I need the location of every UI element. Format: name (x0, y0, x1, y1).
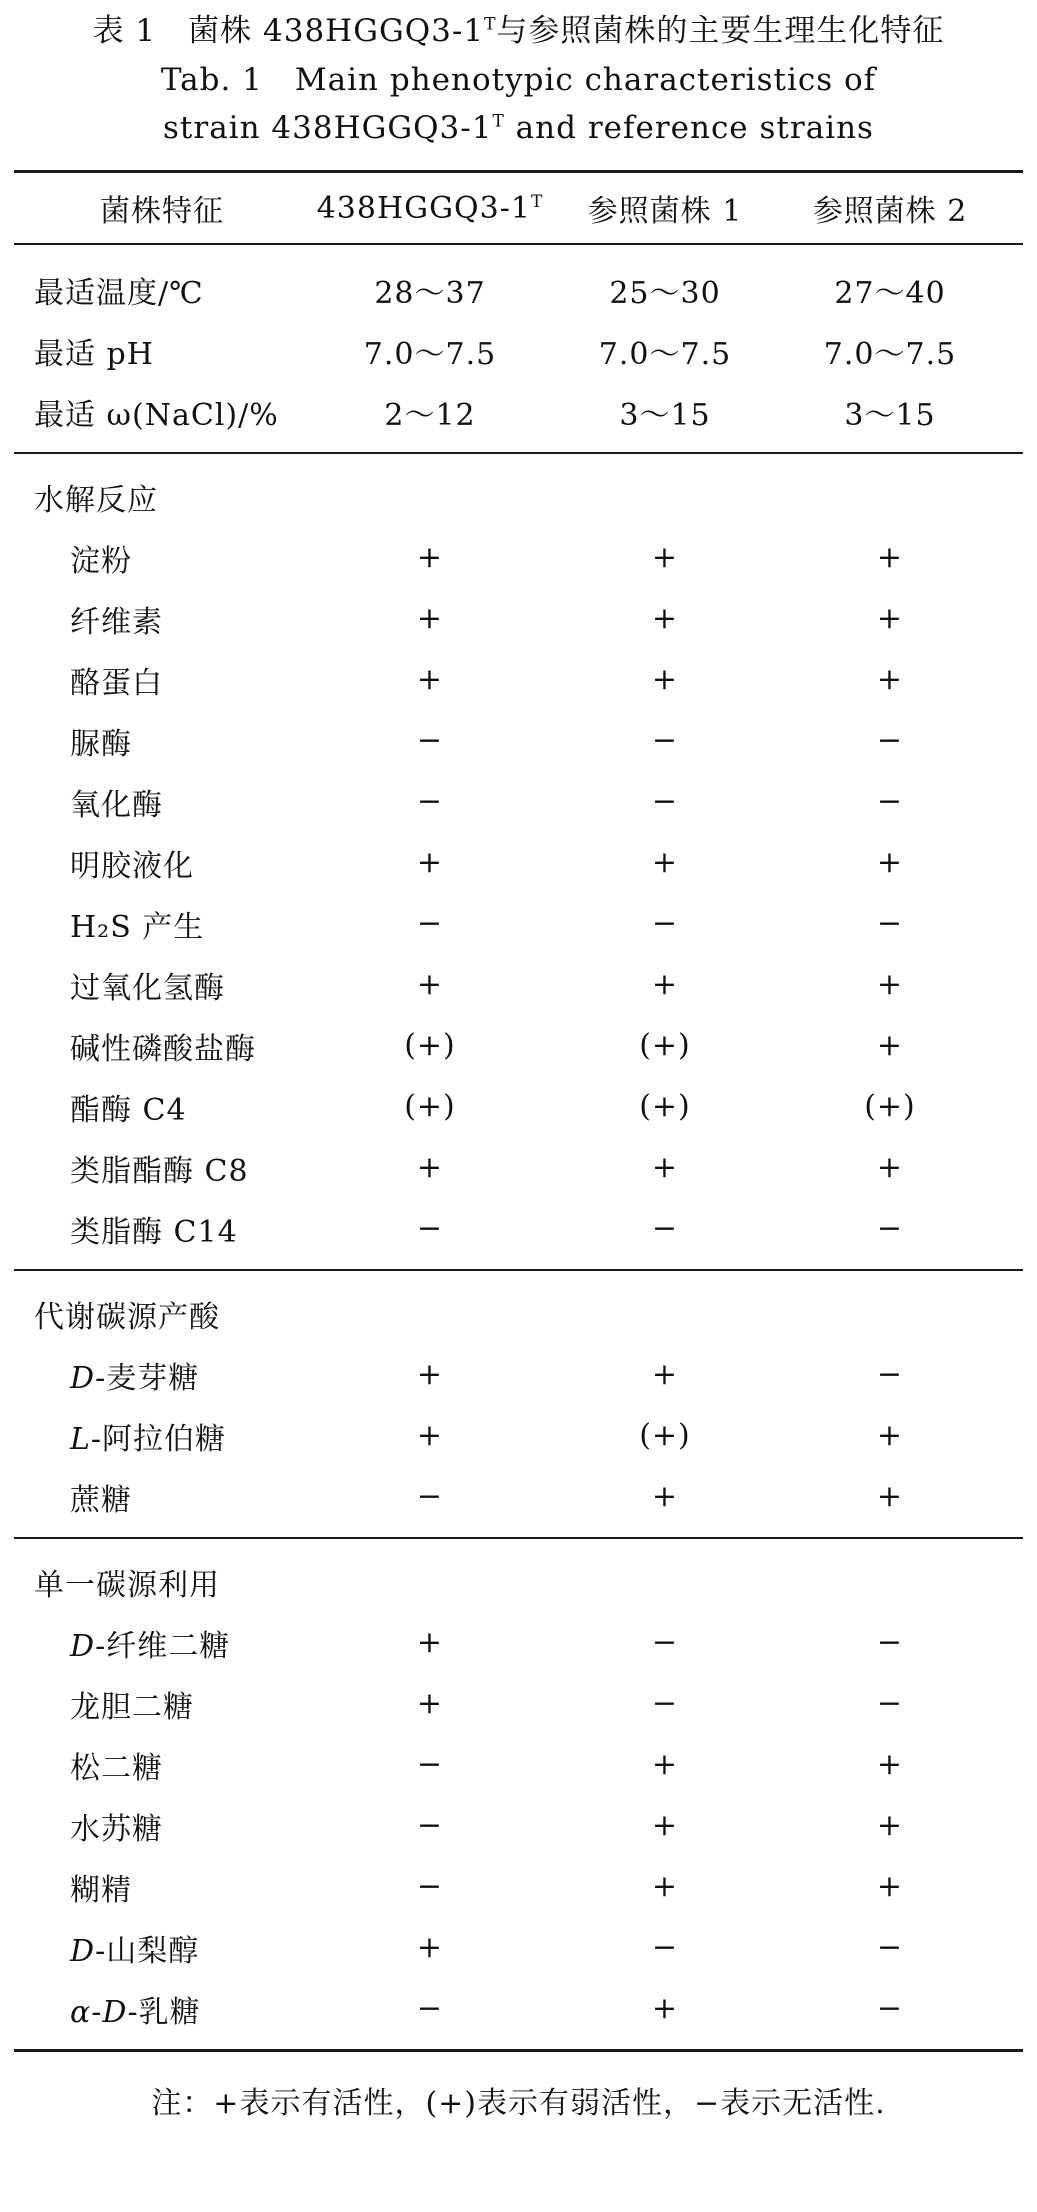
cell-strain: − (416, 1747, 444, 1782)
row-label: 明胶液化 (70, 848, 194, 884)
cell-strain: 7.0～7.5 (363, 336, 497, 372)
section-carbon-source (0, 1539, 1037, 2049)
row-label-text: 松二糖 (70, 1750, 163, 1786)
cell-strain: − (416, 784, 444, 819)
caption-en-line2-prefix: strain 438HGGQ3-1 (163, 110, 493, 146)
table-row (0, 527, 1037, 588)
row-label (0, 1926, 310, 1970)
cell-ref1: + (651, 662, 679, 697)
section-title-row (0, 1551, 1037, 1612)
row-label: 脲酶 (70, 726, 132, 762)
cell-strain: + (416, 1930, 444, 1965)
cell-ref2: − (876, 1930, 904, 1965)
cell-ref1: 25～30 (609, 275, 721, 311)
row-label-italic: D (70, 1628, 96, 1664)
cell-ref2: 3～15 (844, 397, 936, 433)
table-row (0, 832, 1037, 893)
caption-en-line2-suffix: and reference strains (504, 110, 874, 146)
cell-strain: − (416, 906, 444, 941)
cell-ref2: + (876, 540, 904, 575)
table-row (0, 649, 1037, 710)
row-label: 类脂酯酶 C8 (70, 1153, 249, 1189)
cell-ref1: + (651, 967, 679, 1002)
cell-strain: − (416, 1211, 444, 1246)
cell-strain: + (416, 1150, 444, 1185)
section-title-row (0, 1283, 1037, 1344)
cell-strain: − (416, 1869, 444, 1904)
row-label-italic: L (70, 1421, 91, 1457)
cell-ref2: − (876, 784, 904, 819)
row-label (0, 1804, 310, 1848)
table-row (0, 1015, 1037, 1076)
cell-ref1: (+) (639, 1089, 691, 1124)
cell-strain: + (416, 1686, 444, 1721)
row-label (0, 1353, 310, 1397)
cell-ref1: + (651, 1991, 679, 2026)
cell-ref2: − (876, 1211, 904, 1246)
cell-ref1: 7.0～7.5 (598, 336, 732, 372)
header-col-strain-sup: T (530, 191, 544, 212)
table-row (0, 954, 1037, 1015)
cell-ref2: − (876, 1625, 904, 1660)
cell-ref1: (+) (639, 1418, 691, 1453)
cell-ref2: 27～40 (834, 275, 946, 311)
cell-strain: + (416, 1357, 444, 1392)
row-label (0, 1987, 310, 2031)
caption-cn-sup: T (484, 14, 497, 35)
table-row (0, 320, 1037, 381)
header-col-ref2: 参照菌株 2 (812, 194, 968, 229)
row-label: 淀粉 (70, 543, 132, 579)
cell-ref1: + (651, 845, 679, 880)
table-row (0, 1856, 1037, 1917)
cell-strain: − (416, 1479, 444, 1514)
table-row (0, 1917, 1037, 1978)
cell-ref1: − (651, 1625, 679, 1660)
cell-ref2: − (876, 1991, 904, 2026)
cell-ref2: + (876, 1479, 904, 1514)
cell-ref2: + (876, 1869, 904, 1904)
table-row (0, 893, 1037, 954)
table-row (0, 259, 1037, 320)
cell-ref2: + (876, 1808, 904, 1843)
row-label-text: -阿拉伯糖 (90, 1421, 227, 1457)
cell-ref2: − (876, 723, 904, 758)
cell-strain: + (416, 967, 444, 1002)
cell-strain: (+) (404, 1028, 456, 1063)
cell-strain: + (416, 845, 444, 880)
cell-ref1: + (651, 1357, 679, 1392)
row-label: 最适 pH (34, 336, 154, 372)
cell-strain: + (416, 601, 444, 636)
table-header-row (0, 173, 1037, 243)
section-hydrolysis (0, 454, 1037, 1269)
cell-ref2: + (876, 1028, 904, 1063)
row-label-text: 龙胆二糖 (70, 1689, 194, 1725)
cell-strain: + (416, 540, 444, 575)
table-row (0, 1198, 1037, 1259)
cell-ref1: + (651, 1150, 679, 1185)
cell-ref1: (+) (639, 1028, 691, 1063)
header-col-feature: 菌株特征 (100, 194, 224, 229)
cell-ref1: − (651, 723, 679, 758)
header-col-ref1: 参照菌株 1 (587, 194, 743, 229)
row-label (0, 1682, 310, 1726)
row-label: 过氧化氢酶 (70, 970, 225, 1006)
table-row (0, 1978, 1037, 2039)
cell-ref2: + (876, 662, 904, 697)
row-label-text: -山梨醇 (95, 1933, 200, 1969)
cell-ref2: + (876, 845, 904, 880)
cell-ref1: + (651, 1808, 679, 1843)
cell-ref2: 7.0～7.5 (823, 336, 957, 372)
caption-cn-prefix: 表 1 菌株 438HGGQ3-1 (92, 13, 485, 49)
cell-strain: + (416, 1418, 444, 1453)
cell-ref1: + (651, 1479, 679, 1514)
row-label-italic: D (70, 1360, 96, 1396)
row-label: 碱性磷酸盐酶 (70, 1031, 256, 1067)
row-label: H₂S 产生 (70, 909, 205, 945)
table-row (0, 1795, 1037, 1856)
section-title: 代谢碳源产酸 (34, 1299, 220, 1335)
cell-ref2: + (876, 1418, 904, 1453)
cell-ref2: − (876, 1357, 904, 1392)
cell-strain: + (416, 662, 444, 697)
caption-en-line1: Tab. 1 Main phenotypic characteristics of (160, 62, 877, 98)
cell-ref1: + (651, 601, 679, 636)
cell-strain: 2～12 (384, 397, 476, 433)
row-label: 纤维素 (70, 604, 163, 640)
cell-ref1: − (651, 1211, 679, 1246)
section-title: 单一碳源利用 (34, 1567, 220, 1603)
table-page (0, 6, 1037, 2212)
cell-ref1: + (651, 1869, 679, 1904)
cell-strain: 28～37 (374, 275, 486, 311)
row-label (0, 1414, 310, 1458)
cell-ref1: − (651, 1686, 679, 1721)
cell-ref1: + (651, 1747, 679, 1782)
table-row (0, 1466, 1037, 1527)
header-col-strain-name: 438HGGQ3-1 (316, 190, 531, 226)
caption-en-line2-sup: T (492, 111, 505, 132)
table-caption-en-1 (0, 56, 1037, 104)
row-label (0, 1475, 310, 1519)
section-acid-production (0, 1271, 1037, 1537)
table-row (0, 1076, 1037, 1137)
table-row (0, 1344, 1037, 1405)
bottom-rule (14, 2049, 1023, 2052)
cell-ref1: + (651, 540, 679, 575)
section-optimum (0, 245, 1037, 452)
row-label: 最适 ω(NaCl)/% (34, 397, 279, 433)
table-row (0, 1612, 1037, 1673)
section-title: 水解反应 (34, 482, 158, 518)
row-label (0, 1743, 310, 1787)
cell-strain: (+) (404, 1089, 456, 1124)
cell-ref2: − (876, 906, 904, 941)
table-row (0, 1405, 1037, 1466)
table-caption-en-2 (0, 104, 1037, 152)
row-label-text: 水苏糖 (70, 1811, 163, 1847)
table-note: 注：+表示有活性，(+)表示有弱活性，−表示无活性. (151, 2086, 886, 2121)
table-row (0, 588, 1037, 649)
row-label-text: 蔗糖 (70, 1482, 132, 1518)
cell-strain: − (416, 1808, 444, 1843)
cell-ref2: (+) (864, 1089, 916, 1124)
cell-ref2: − (876, 1686, 904, 1721)
table-row (0, 771, 1037, 832)
cell-strain: + (416, 1625, 444, 1660)
table-row (0, 1673, 1037, 1734)
row-label-italic: D (70, 1933, 96, 1969)
table-row (0, 1137, 1037, 1198)
row-label-text: 糊精 (70, 1872, 132, 1908)
row-label: 最适温度/℃ (34, 275, 204, 311)
row-label: 类脂酶 C14 (70, 1214, 238, 1250)
row-label-text: -纤维二糖 (95, 1628, 231, 1664)
cell-ref1: − (651, 906, 679, 941)
row-label-italic: α-D (70, 1994, 128, 2030)
row-label (0, 1621, 310, 1665)
header-col-strain (310, 191, 550, 226)
table-row (0, 1734, 1037, 1795)
row-label (0, 1865, 310, 1909)
row-label: 氧化酶 (70, 787, 163, 823)
cell-ref1: 3～15 (619, 397, 711, 433)
caption-cn-suffix: 与参照菌株的主要生理生化特征 (496, 13, 945, 49)
row-label: 酯酶 C4 (70, 1092, 187, 1128)
row-label: 酪蛋白 (70, 665, 163, 701)
table-row (0, 710, 1037, 771)
section-title-row (0, 466, 1037, 527)
cell-strain: − (416, 1991, 444, 2026)
cell-ref1: − (651, 1930, 679, 1965)
table-row (0, 381, 1037, 442)
cell-ref1: − (651, 784, 679, 819)
row-label-text: -乳糖 (127, 1994, 201, 2030)
cell-ref2: + (876, 967, 904, 1002)
cell-strain: − (416, 723, 444, 758)
cell-ref2: + (876, 1747, 904, 1782)
table-caption-cn (0, 6, 1037, 56)
row-label-text: -麦芽糖 (95, 1360, 200, 1396)
cell-ref2: + (876, 1150, 904, 1185)
cell-ref2: + (876, 601, 904, 636)
